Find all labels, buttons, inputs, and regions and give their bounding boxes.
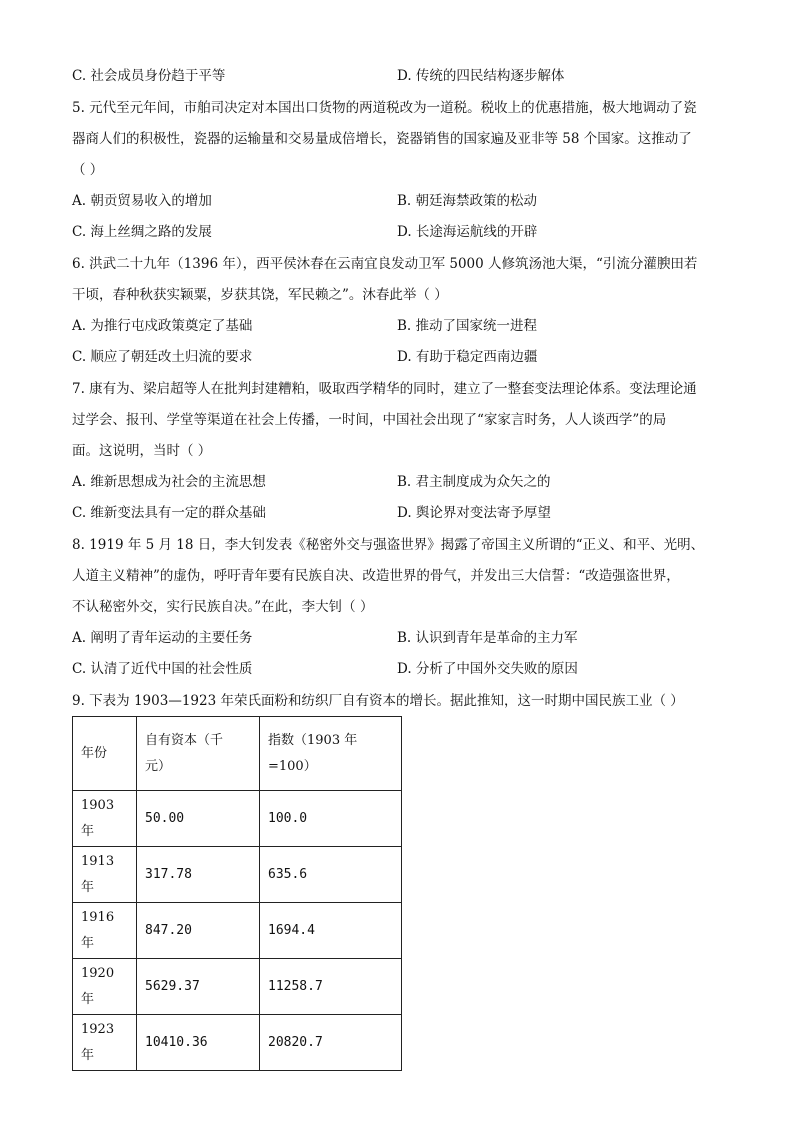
q7-option-b[interactable]: B. 君主制度成为众矢之的	[397, 474, 551, 490]
q6-option-b[interactable]: B. 推动了国家统一进程	[397, 318, 538, 334]
header-index-line2: =100）	[268, 758, 317, 774]
q8-stem-line3: 不认秘密外交，实行民族自决。”在此，李大钊（ ）	[72, 599, 374, 615]
q8-option-c[interactable]: C. 认清了近代中国的社会性质	[72, 661, 253, 677]
q6-option-a[interactable]: A. 为推行屯戍政策奠定了基础	[72, 318, 253, 334]
capital-growth-table	[72, 716, 402, 1071]
q7-option-d[interactable]: D. 舆论界对变法寄予厚望	[397, 505, 551, 521]
q7-stem-line3: 面。这说明，当时（ ）	[72, 443, 212, 459]
cell-capital: 5629.37	[137, 959, 260, 1015]
q5-stem-line3: （ ）	[72, 162, 104, 178]
q6-option-c[interactable]: C. 顺应了朝廷改土归流的要求	[72, 349, 253, 365]
table-row	[73, 903, 402, 959]
q7-option-c[interactable]: C. 维新变法具有一定的群众基础	[72, 505, 266, 521]
cell-index: 1694.4	[260, 903, 402, 959]
table-header-row	[73, 717, 402, 791]
cell-year: 1916 年	[73, 903, 137, 959]
header-index	[260, 717, 402, 791]
cell-year: 1913 年	[73, 847, 137, 903]
q4-option-c[interactable]: C. 社会成员身份趋于平等	[72, 68, 226, 84]
table-row	[73, 959, 402, 1015]
q6-option-d[interactable]: D. 有助于稳定西南边疆	[397, 349, 538, 365]
cell-index: 635.6	[260, 847, 402, 903]
cell-index: 100.0	[260, 791, 402, 847]
q8-option-b[interactable]: B. 认识到青年是革命的主力军	[397, 630, 578, 646]
cell-index: 20820.7	[260, 1015, 402, 1071]
cell-year: 1920 年	[73, 959, 137, 1015]
header-year: 年份	[73, 717, 137, 791]
q5-option-c[interactable]: C. 海上丝绸之路的发展	[72, 224, 212, 240]
cell-capital: 317.78	[137, 847, 260, 903]
q7-option-a[interactable]: A. 维新思想成为社会的主流思想	[72, 474, 266, 490]
cell-index: 11258.7	[260, 959, 402, 1015]
q6-stem-line1: 6. 洪武二十九年（1396 年），西平侯沐春在云南宜良发动卫军 5000 人修筑汤池大渠，“引流分灌腴田若	[72, 256, 698, 272]
table-row	[73, 791, 402, 847]
header-capital-line1: 自有资本（千	[145, 732, 224, 748]
q4-option-d[interactable]: D. 传统的四民结构逐步解体	[397, 68, 565, 84]
cell-capital: 10410.36	[137, 1015, 260, 1071]
q5-option-b[interactable]: B. 朝廷海禁政策的松动	[397, 193, 538, 209]
table-row	[73, 1015, 402, 1071]
q5-option-d[interactable]: D. 长途海运航线的开辟	[397, 224, 538, 240]
table-row	[73, 847, 402, 903]
q8-option-d[interactable]: D. 分析了中国外交失败的原因	[397, 661, 578, 677]
q9-stem: 9. 下表为 1903—1923 年荣氏面粉和纺织厂自有资本的增长。据此推知，这一时期中国民族工业（ ）	[72, 693, 684, 709]
cell-capital: 50.00	[137, 791, 260, 847]
q8-option-a[interactable]: A. 阐明了青年运动的主要任务	[72, 630, 253, 646]
q5-option-a[interactable]: A. 朝贡贸易收入的增加	[72, 193, 212, 209]
q5-stem-line2: 器商人们的积极性，瓷器的运输量和交易量成倍增长，瓷器销售的国家遍及亚非等 58 个国家。这推动了	[72, 131, 692, 147]
cell-year: 1923 年	[73, 1015, 137, 1071]
cell-year: 1903 年	[73, 791, 137, 847]
q6-stem-line2: 干顷，春种秋获实颖粟，岁获其饶，军民赖之”。沐春此举（ ）	[72, 287, 448, 303]
q8-stem-line1: 8. 1919 年 5 月 18 日，李大钊发表《秘密外交与强盗世界》揭露了帝国主义所谓的“正义、和平、光明、	[72, 537, 705, 553]
cell-capital: 847.20	[137, 903, 260, 959]
header-capital-line2: 元）	[145, 758, 172, 774]
q5-stem-line1: 5. 元代至元年间，市舶司决定对本国出口货物的两道税改为一道税。税收上的优惠措施，极大地调动了瓷	[72, 100, 697, 116]
header-capital	[137, 717, 260, 791]
q8-stem-line2: 人道主义精神”的虚伪，呼吁青年要有民族自决、改造世界的骨气，并发出三大信誓：“改造强盗世界，	[72, 568, 680, 584]
q7-stem-line2: 过学会、报刊、学堂等渠道在社会上传播，一时间，中国社会出现了“家家言时务，人人谈西学”的局	[72, 412, 667, 428]
header-index-line1: 指数（1903 年	[268, 732, 358, 748]
q7-stem-line1: 7. 康有为、梁启超等人在批判封建糟粕，吸取西学精华的同时，建立了一整套变法理论体系。变法理论通	[72, 381, 697, 397]
